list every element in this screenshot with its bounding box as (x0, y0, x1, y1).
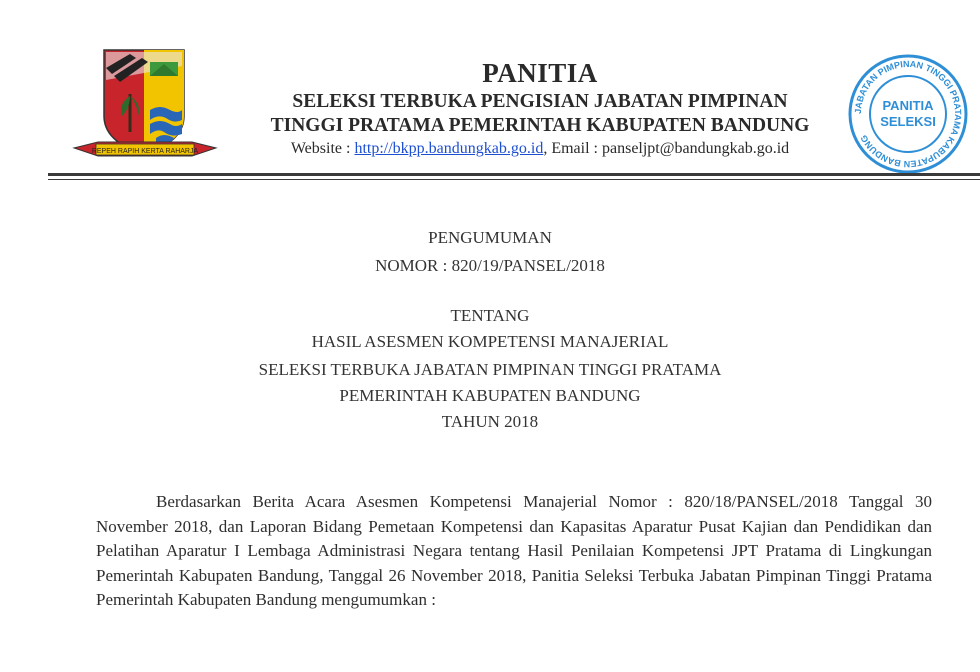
letterhead-subtitle-line1: SELEKSI TERBUKA PENGISIAN JABATAN PIMPINAN (292, 91, 788, 112)
panitia-seleksi-stamp-logo (846, 52, 970, 176)
stamp-ring-text: JABATAN PIMPINAN TINGGI PRATAMA KABUPATEN BANDUNG (852, 58, 964, 170)
email-address: panseljpt@bandungkab.go.id (601, 140, 790, 157)
stamp-center-line1: PANITIA (882, 98, 934, 113)
announcement-subject-line3: PEMERINTAH KABUPATEN BANDUNG (339, 386, 641, 405)
kabupaten-bandung-crest-logo (70, 44, 220, 166)
website-link[interactable]: http://bkpp.bandungkab.go.id (354, 140, 544, 157)
letterhead-divider-thin (48, 179, 980, 180)
announcement-number: NOMOR : 820/19/PANSEL/2018 (375, 256, 605, 275)
announcement-subject-line2: SELEKSI TERBUKA JABATAN PIMPINAN TINGGI PRATAMA (258, 360, 722, 379)
announcement-about: TENTANG (450, 306, 530, 325)
letterhead-title: PANITIA (482, 58, 598, 88)
announcement-subject-line1: HASIL ASESMEN KOMPETENSI MANAJERIAL (311, 332, 669, 351)
letterhead-divider-thick (48, 173, 980, 176)
announcement-heading: PENGUMUMAN (428, 228, 552, 247)
crest-motto-text: REPEH RAPIH KERTA RAHARJA (91, 148, 199, 155)
stamp-center-line2: SELEKSI (880, 114, 936, 129)
letterhead-subtitle-line2: TINGGI PRATAMA PEMERINTAH KABUPATEN BANDUNG (270, 115, 810, 136)
letterhead-contact (220, 140, 860, 158)
email-label: , Email : (543, 140, 602, 157)
body-paragraph: Berdasarkan Berita Acara Asesmen Kompetensi Manajerial Nomor : 820/18/PANSEL/2018 Tanggal 30 November 2018, dan Laporan Bidang Pemetaan Kompetensi dan Kapasitas Aparatur Pusat Kajian dan Pendidikan dan Pelatihan Aparatur I Lembaga Administrasi Negara tentang Hasil Penilaian Kompetensi JPT Pratama di Lingkungan Pemerintah Kabupaten Bandung, Tanggal 26 November 2018, Panitia Seleksi Terbuka Jabatan Pimpinan Tinggi Pratama Pemerintah Kabupaten Bandung mengumumkan : (96, 492, 932, 609)
website-label: Website : (290, 140, 355, 157)
announcement-subject-line4: TAHUN 2018 (441, 412, 539, 431)
